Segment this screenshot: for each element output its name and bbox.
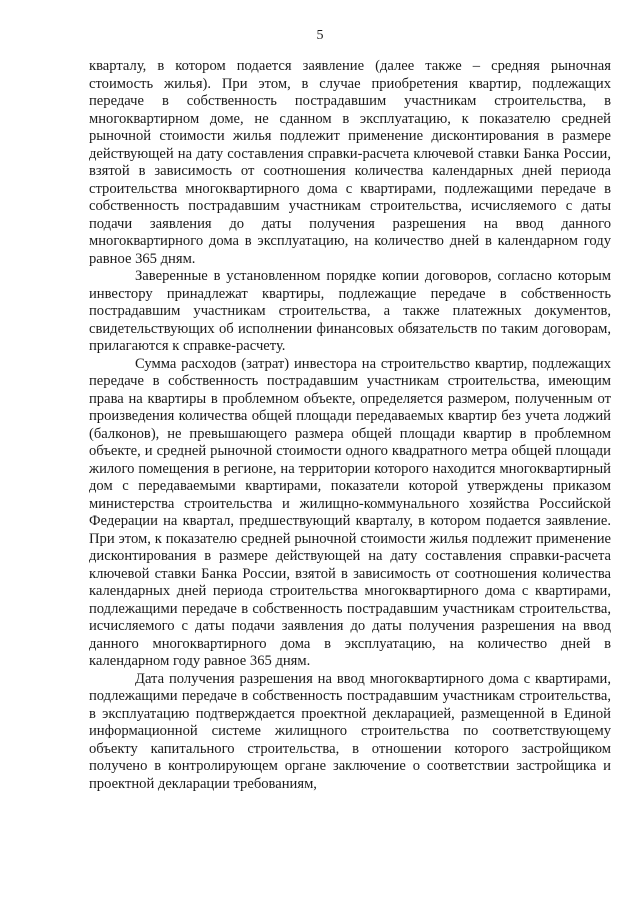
page-number: 5 xyxy=(316,28,324,43)
paragraph-4: Дата получения разрешения на ввод многоквартирного дома с квартирами, подлежащими передаче в собственность пострадавшим участникам строительства, в эксплуатацию подтверждается проектной декларацией, размещенной в Единой информационной системе жилищного строительства по соответствующему объекту капитального строительства, в отношении которого застройщиком получено в контролирующем органе заключение о соответствии застройщика и проектной декларации требованиям, xyxy=(89,670,611,792)
document-body xyxy=(89,58,611,793)
paragraph-3: Сумма расходов (затрат) инвестора на строительство квартир, подлежащих передаче в собственность пострадавшим участникам строительства, имеющим права на квартиры в проблемном объекте, определяется размером, полученным от произведения количества общей площади передаваемых квартир без учета лоджий (балконов), не превышающего размера общей площади квартир в проблемном объекте, и средней рыночной стоимости одного квадратного метра общей площади жилого помещения в регионе, на территории которого находится многоквартирный дом с передаваемыми квартирами, показатели которой утверждены приказом министерства строительства и жилищно-коммунального хозяйства Российской Федерации на квартал, предшествующий кварталу, в котором подается заявление. При этом, к показателю средней рыночной стоимости жилья подлежит применение дисконтирования в размере действующей на дату составления справки-расчета ключевой ставки Банка России, взятой в зависимость от соотношения количества календарных дней периода строительства многоквартирного дома с квартирами, подлежащими передаче в собственность пострадавшим участникам строительства, исчисляемого с даты подачи заявления до даты получения разрешения на ввод данного многоквартирного дома в эксплуатацию, на количество дней в календарном году равное 365 дням. xyxy=(89,355,611,669)
paragraph-1: кварталу, в котором подается заявление (далее также – средняя рыночная стоимость жилья). При этом, в случае приобретения квартир, подлежащих передаче в собственность пострадавшим участникам строительства, в многоквартирном доме, не сданном в эксплуатацию, к показателю средней рыночной стоимости жилья подлежит применение дисконтирования в размере действующей на дату составления справки-расчета ключевой ставки Банка России, взятой в зависимость от соотношения количества календарных дней периода строительства многоквартирного дома с квартирами, подлежащими передаче в собственность пострадавшим участникам строительства, исчисляемого с даты подачи заявления до даты получения разрешения на ввод данного многоквартирного дома в эксплуатацию, на количество дней в календарном году равное 365 дням. xyxy=(89,58,611,267)
paragraph-2: Заверенные в установленном порядке копии договоров, согласно которым инвестору принадлежат квартиры, подлежащие передаче в собственность пострадавшим участникам строительства, а также платежных документов, свидетельствующих об исполнении финансовых обязательств по таким договорам, прилагаются к справке-расчету. xyxy=(89,268,611,354)
